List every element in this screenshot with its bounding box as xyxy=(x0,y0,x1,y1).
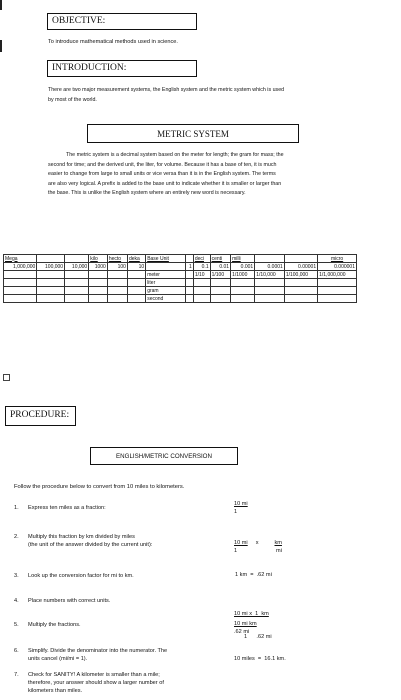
conversion-subheading: ENGLISH/METRIC CONVERSION xyxy=(90,447,238,465)
table-header-cell: micro xyxy=(318,255,357,263)
table-cell: 10,000 xyxy=(65,263,89,271)
table-cell xyxy=(65,287,89,295)
table-cell: 100,000 xyxy=(37,263,65,271)
step-1 xyxy=(14,504,106,512)
fraction-numerator: 10 mi km xyxy=(234,621,257,627)
table-cell xyxy=(210,287,230,295)
introduction-line: There are two major measurement systems, the English system and the metric system which is used xyxy=(48,87,285,93)
table-cell xyxy=(210,295,230,303)
step-text: kilometers than miles. xyxy=(28,688,83,694)
table-header-cell: centi xyxy=(210,255,230,263)
page-edge-mark xyxy=(0,0,2,10)
table-cell: 0.01 xyxy=(210,263,230,271)
procedure-heading: PROCEDURE: xyxy=(5,406,76,426)
metric-system-heading: METRIC SYSTEM xyxy=(87,124,299,143)
table-header-cell: hecto xyxy=(107,255,127,263)
step-text: Check for SANITY! A kilometer is smaller than a mile; xyxy=(28,672,160,678)
table-cell xyxy=(37,295,65,303)
table-cell: meter xyxy=(146,271,186,279)
table-cell xyxy=(186,295,194,303)
table-cell xyxy=(89,295,108,303)
table-cell xyxy=(186,279,194,287)
objective-text: To introduce mathematical methods used in science. xyxy=(48,39,178,45)
table-cell: 0.000001 xyxy=(318,263,357,271)
table-cell: 10 xyxy=(127,263,145,271)
table-cell xyxy=(186,271,194,279)
math-step-2 xyxy=(234,540,282,555)
paragraph-line: the base. This is unlike the English system where an entirely new word is necessary. xyxy=(48,190,246,196)
table-cell xyxy=(37,287,65,295)
paragraph-line: second for time; and the derived unit, the liter, for volume. Because it has a base of ten, it is much xyxy=(48,161,277,168)
step-number: 2. xyxy=(14,534,19,540)
metric-prefix-table xyxy=(3,254,357,303)
step-text: Place numbers with correct units. xyxy=(28,598,111,604)
table-cell xyxy=(318,287,357,295)
page-edge-mark xyxy=(0,40,2,52)
fraction-denominator: mi xyxy=(276,547,282,554)
table-cell xyxy=(127,295,145,303)
table-header-cell: milli xyxy=(231,255,255,263)
table-cell xyxy=(65,295,89,303)
table-cell xyxy=(186,287,194,295)
step-number: 5. xyxy=(14,622,19,628)
math-step-3: 1 km = .62 mi xyxy=(235,572,272,578)
table-cell xyxy=(231,295,255,303)
paragraph-line: are also very logical. A prefix is added to the base unit to indicate whether it is smaller or larger than xyxy=(48,180,282,187)
introduction-line: by most of the world. xyxy=(48,96,97,103)
math-step-6: 10 miles = 16.1 km. xyxy=(234,656,286,662)
step-6 xyxy=(14,647,167,663)
step-4 xyxy=(14,597,110,605)
table-cell xyxy=(193,295,210,303)
introduction-heading: INTRODUCTION: xyxy=(47,60,197,77)
table-row xyxy=(4,287,357,295)
fraction-numerator: km xyxy=(274,540,282,546)
table-cell xyxy=(231,279,255,287)
table-cell: 1,000,000 xyxy=(4,263,37,271)
step-7 xyxy=(14,671,164,695)
introduction-text xyxy=(48,86,284,105)
table-cell xyxy=(318,279,357,287)
fraction-denominator: .62 mi xyxy=(234,628,250,635)
table-header-cell: Base Unit xyxy=(146,255,186,263)
table-cell: 1/10,000 xyxy=(255,271,285,279)
objective-heading: OBJECTIVE: xyxy=(47,13,197,30)
table-row xyxy=(4,295,357,303)
fraction-denominator: 1 xyxy=(234,508,238,515)
table-header-cell xyxy=(37,255,65,263)
paragraph-line: easier to change from large to small units or vice versa than it is in the English system. The terms xyxy=(48,171,276,177)
table-cell xyxy=(127,279,145,287)
table-header-cell: Mega xyxy=(4,255,37,263)
table-cell xyxy=(284,287,317,295)
table-cell: liter xyxy=(146,279,186,287)
metric-system-paragraph xyxy=(48,151,363,199)
step-text: (the unit of the answer divided by the current unit): xyxy=(28,542,153,548)
table-cell: 1 xyxy=(186,263,194,271)
multiply-sign: x xyxy=(255,540,259,546)
step-text: Simplify. Divide the denominator into the numerator. The xyxy=(28,648,168,654)
step-number: 3. xyxy=(14,573,19,579)
step-text: units cancel (mi/mi = 1). xyxy=(28,656,88,662)
table-cell xyxy=(37,271,65,279)
table-cell: 100 xyxy=(107,263,127,271)
table-cell xyxy=(4,287,37,295)
table-header-cell xyxy=(186,255,194,263)
table-row xyxy=(4,263,357,271)
math-step-1 xyxy=(234,501,248,516)
table-header-cell xyxy=(255,255,285,263)
table-cell xyxy=(4,295,37,303)
fraction-denominator: 1 .62 mi xyxy=(244,633,272,640)
table-cell xyxy=(89,271,108,279)
table-cell xyxy=(284,279,317,287)
table-cell xyxy=(107,271,127,279)
table-row xyxy=(4,255,357,263)
table-cell xyxy=(107,287,127,295)
table-cell: gram xyxy=(146,287,186,295)
table-header-cell: deka xyxy=(127,255,145,263)
step-5 xyxy=(14,621,81,629)
table-cell: 1/10 xyxy=(193,271,210,279)
table-header-cell xyxy=(284,255,317,263)
table-cell xyxy=(231,287,255,295)
step-text: Express ten miles as a fraction: xyxy=(28,505,106,511)
step-number: 7. xyxy=(14,672,19,678)
procedure-intro: Follow the procedure below to convert from 10 miles to kilometers. xyxy=(14,484,185,490)
table-row xyxy=(4,279,357,287)
fraction-denominator: 1 xyxy=(234,547,238,554)
step-text: Multiply the fractions. xyxy=(28,622,81,628)
table-cell xyxy=(127,271,145,279)
step-2 xyxy=(14,533,152,549)
table-cell: 0.00001 xyxy=(284,263,317,271)
fraction-numerator: 10 mi x 1 km xyxy=(234,611,269,617)
table-cell xyxy=(107,279,127,287)
checkbox-mark xyxy=(3,374,10,381)
step-text: Look up the conversion factor for mi to km. xyxy=(28,573,134,579)
step-number: 4. xyxy=(14,598,19,604)
table-cell xyxy=(37,279,65,287)
math-step-5 xyxy=(234,621,257,636)
table-cell: 1/1,000,000 xyxy=(318,271,357,279)
table-cell xyxy=(4,271,37,279)
table-cell xyxy=(146,263,186,271)
step-number: 6. xyxy=(14,648,19,654)
step-number: 1. xyxy=(14,505,19,511)
table-cell xyxy=(89,279,108,287)
table-row xyxy=(4,271,357,279)
table-cell xyxy=(193,287,210,295)
table-header-cell: deci xyxy=(193,255,210,263)
table-cell: 1/1000 xyxy=(231,271,255,279)
table-cell xyxy=(127,287,145,295)
table-cell xyxy=(65,279,89,287)
table-cell xyxy=(65,271,89,279)
table-header-cell: kilo xyxy=(89,255,108,263)
table-header-cell xyxy=(65,255,89,263)
paragraph-line: The metric system is a decimal system based on the meter for length; the gram for mass; the xyxy=(66,152,284,158)
table-cell: 1/100 xyxy=(210,271,230,279)
table-cell: second xyxy=(146,295,186,303)
table-cell xyxy=(255,295,285,303)
table-cell: 0.001 xyxy=(231,263,255,271)
table-cell xyxy=(89,287,108,295)
table-cell xyxy=(107,295,127,303)
table-cell: 0.1 xyxy=(193,263,210,271)
table-cell xyxy=(4,279,37,287)
fraction-numerator: 10 mi xyxy=(234,540,248,546)
table-cell xyxy=(210,279,230,287)
table-cell xyxy=(255,279,285,287)
table-cell: 1/100,000 xyxy=(284,271,317,279)
step-text: therefore, your answer should show a larger number of xyxy=(28,680,164,686)
table-cell xyxy=(284,295,317,303)
table-cell: 1000 xyxy=(89,263,108,271)
table-cell xyxy=(318,295,357,303)
table-cell xyxy=(193,279,210,287)
table-cell: 0.0001 xyxy=(255,263,285,271)
table-cell xyxy=(255,287,285,295)
fraction-numerator: 10 mi xyxy=(234,501,248,507)
step-3 xyxy=(14,572,134,580)
step-text: Multiply this fraction by km divided by miles xyxy=(28,534,135,540)
